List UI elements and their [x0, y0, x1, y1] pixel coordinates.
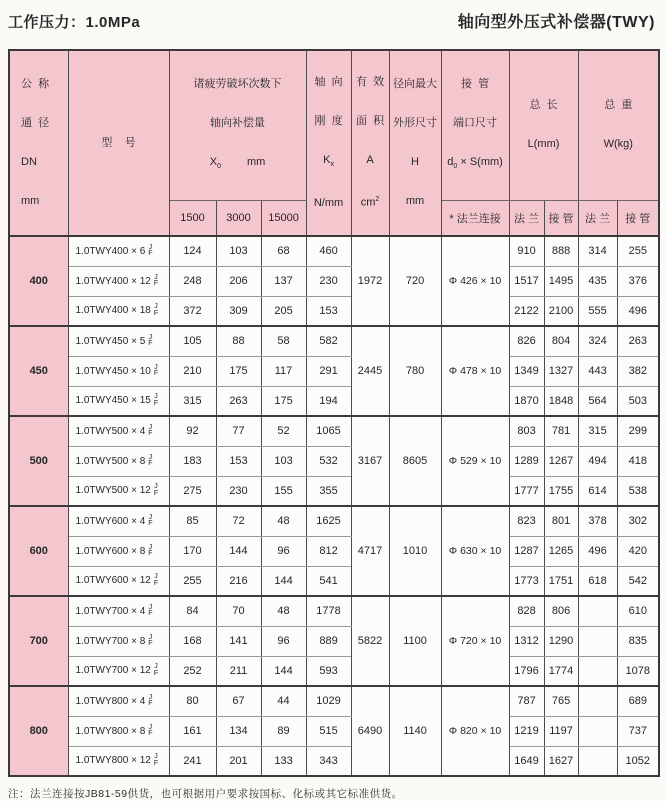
cell-x3000: 206	[216, 266, 261, 296]
cell-x15000: 133	[261, 746, 306, 776]
cell-weight-flange	[578, 656, 617, 686]
compensation-symbol: $X_0$	[209, 155, 221, 170]
cell-kx: 515	[306, 716, 351, 746]
col-header-area: 有 效 面 积 A $cm^2$	[351, 50, 389, 236]
col-header-model: 型 号	[68, 50, 169, 236]
cell-x15000: 48	[261, 596, 306, 626]
model-variant-jf: J F	[148, 603, 153, 618]
col-header-compensation: 诸疲劳破坏次数下 轴向补偿量 $X_0$ mm	[169, 50, 306, 200]
col-header-cycles-15000: 15000	[261, 200, 306, 236]
model-variant-jf: J F	[153, 483, 159, 497]
col-header-length: 总 长 L(mm)	[509, 50, 578, 200]
cell-x3000: 201	[216, 746, 261, 776]
cell-kx: 889	[306, 626, 351, 656]
table-row	[9, 506, 659, 536]
cell-weight-flange: 614	[578, 476, 617, 506]
model-label: 1.0TWY700 × 12	[75, 665, 151, 677]
cell-kx: 355	[306, 476, 351, 506]
cell-kx: 343	[306, 746, 351, 776]
cell-model	[68, 656, 169, 686]
cell-weight-pipe: 503	[617, 386, 659, 416]
cell-x1500: 252	[169, 656, 216, 686]
col-header-dn: 公 称 通 径 DN mm	[9, 50, 68, 236]
cell-length-flange: 1870	[509, 386, 544, 416]
cell-model	[68, 746, 169, 776]
cell-x1500: 168	[169, 626, 216, 656]
model-variant-jf: J F	[153, 273, 159, 288]
cell-length-flange: 1289	[509, 446, 544, 476]
table-row	[9, 566, 659, 596]
cell-kx: 460	[306, 236, 351, 266]
cell-length-pipe: 1627	[544, 746, 578, 776]
cell-x15000: 68	[261, 236, 306, 266]
model-variant-jf: J F	[148, 243, 153, 258]
cell-weight-flange: 555	[578, 296, 617, 326]
cell-length-flange: 828	[509, 596, 544, 626]
cell-x15000: 175	[261, 386, 306, 416]
cell-length-pipe: 1751	[544, 566, 578, 596]
cell-length-flange: 1219	[509, 716, 544, 746]
model-variant-jf: J F	[148, 423, 153, 438]
cell-kx: 1065	[306, 416, 351, 446]
cell-x15000: 144	[261, 656, 306, 686]
cell-length-pipe: 1774	[544, 656, 578, 686]
cell-weight-flange	[578, 716, 617, 746]
cell-weight-pipe: 302	[617, 506, 659, 536]
table-row	[9, 416, 659, 446]
model-label: 1.0TWY800 × 4	[75, 696, 146, 708]
cell-model	[68, 716, 169, 746]
cell-kx: 541	[306, 566, 351, 596]
cell-length-flange: 1777	[509, 476, 544, 506]
pressure-title: 工作压力：1.0MPa	[8, 14, 141, 31]
cell-x15000: 96	[261, 626, 306, 656]
cell-weight-flange	[578, 686, 617, 716]
cell-kx: 153	[306, 296, 351, 326]
model-label: 1.0TWY400 × 6	[75, 246, 146, 258]
cell-h: 1100	[389, 596, 441, 686]
cell-kx: 812	[306, 536, 351, 566]
cell-model	[68, 266, 169, 296]
col-header-stiffness: 轴 向 刚 度 $K_x$ N/mm	[306, 50, 351, 236]
cell-weight-pipe: 263	[617, 326, 659, 356]
cell-x1500: 210	[169, 356, 216, 386]
cell-x1500: 92	[169, 416, 216, 446]
compensation-unit: mm	[246, 155, 266, 168]
cell-x3000: 77	[216, 416, 261, 446]
cell-x15000: 89	[261, 716, 306, 746]
cell-length-pipe: 765	[544, 686, 578, 716]
cell-weight-pipe: 1052	[617, 746, 659, 776]
cell-length-pipe: 888	[544, 236, 578, 266]
cell-length-pipe: 1848	[544, 386, 578, 416]
cell-x3000: 103	[216, 236, 261, 266]
cell-length-pipe: 804	[544, 326, 578, 356]
cell-x15000: 144	[261, 566, 306, 596]
cell-length-flange: 803	[509, 416, 544, 446]
cell-weight-pipe: 376	[617, 266, 659, 296]
cell-kx: 1029	[306, 686, 351, 716]
cell-area: 4717	[351, 506, 389, 596]
cell-h: 720	[389, 236, 441, 326]
cell-length-flange: 1796	[509, 656, 544, 686]
cell-length-pipe: 806	[544, 596, 578, 626]
cell-weight-flange: 496	[578, 536, 617, 566]
col-header-cycles-3000: 3000	[216, 200, 261, 236]
model-label: 1.0TWY500 × 8	[75, 455, 146, 467]
cell-x15000: 58	[261, 326, 306, 356]
cell-length-pipe: 1755	[544, 476, 578, 506]
cell-weight-pipe: 689	[617, 686, 659, 716]
model-label: 1.0TWY450 × 5	[75, 336, 146, 348]
model-variant-jf: J F	[153, 663, 159, 677]
cell-x1500: 161	[169, 716, 216, 746]
table-row	[9, 296, 659, 326]
spec-table	[8, 49, 660, 777]
model-label: 1.0TWY800 × 8	[75, 725, 146, 737]
model-label: 1.0TWY400 × 12	[75, 275, 151, 287]
cell-length-flange: 1312	[509, 626, 544, 656]
cell-x3000: 141	[216, 626, 261, 656]
cell-x3000: 88	[216, 326, 261, 356]
cell-weight-pipe: 299	[617, 416, 659, 446]
cell-x15000: 117	[261, 356, 306, 386]
cell-x1500: 105	[169, 326, 216, 356]
cell-h: 780	[389, 326, 441, 416]
footnote: 注：法兰连接按JB81-59供货，也可根据用户要求按国标、化标或其它标准供货。	[8, 788, 403, 801]
cell-kx: 230	[306, 266, 351, 296]
cell-h: 1010	[389, 506, 441, 596]
table-row	[9, 236, 659, 266]
cell-kx: 291	[306, 356, 351, 386]
cell-area: 5822	[351, 596, 389, 686]
col-header-flange-connection: * 法兰连接	[441, 200, 509, 236]
cell-length-pipe: 1327	[544, 356, 578, 386]
cell-kx: 593	[306, 656, 351, 686]
cell-weight-pipe: 382	[617, 356, 659, 386]
cell-x3000: 216	[216, 566, 261, 596]
model-variant-jf: J F	[153, 363, 159, 378]
cell-length-flange: 823	[509, 506, 544, 536]
cell-x1500: 248	[169, 266, 216, 296]
cell-length-flange: 910	[509, 236, 544, 266]
cell-model	[68, 566, 169, 596]
cell-weight-flange	[578, 596, 617, 626]
model-label: 1.0TWY600 × 8	[75, 545, 146, 557]
model-label: 1.0TWY700 × 4	[75, 606, 146, 618]
cell-dn: 600	[9, 506, 68, 596]
cell-model	[68, 476, 169, 506]
cell-x15000: 137	[261, 266, 306, 296]
table-body	[9, 236, 659, 776]
cell-weight-flange: 564	[578, 386, 617, 416]
model-label: 1.0TWY600 × 4	[75, 516, 146, 528]
cell-length-pipe: 1197	[544, 716, 578, 746]
col-header-cycles-1500: 1500	[169, 200, 216, 236]
model-variant-jf: J F	[153, 573, 159, 587]
cell-x15000: 205	[261, 296, 306, 326]
col-header-length-flange: 法 兰	[509, 200, 544, 236]
cell-x3000: 153	[216, 446, 261, 476]
table-row	[9, 656, 659, 686]
cell-model	[68, 446, 169, 476]
cell-x15000: 44	[261, 686, 306, 716]
cell-x3000: 134	[216, 716, 261, 746]
model-label: 1.0TWY450 × 15	[75, 395, 151, 407]
cell-length-flange: 826	[509, 326, 544, 356]
cell-area: 1972	[351, 236, 389, 326]
cell-dn: 500	[9, 416, 68, 506]
table-row	[9, 626, 659, 656]
model-variant-jf: J F	[148, 543, 153, 558]
cell-x1500: 372	[169, 296, 216, 326]
cell-x15000: 96	[261, 536, 306, 566]
model-label: 1.0TWY600 × 12	[75, 575, 151, 587]
model-label: 1.0TWY400 × 18	[75, 305, 151, 317]
cell-weight-flange: 315	[578, 416, 617, 446]
cell-weight-pipe: 255	[617, 236, 659, 266]
model-label: 1.0TWY450 × 10	[75, 365, 151, 377]
product-title: 轴向型外压式补偿器(TWY)	[457, 14, 655, 31]
cell-port: Φ 529 × 10	[441, 416, 509, 506]
cell-x3000: 67	[216, 686, 261, 716]
col-header-port: 接 管 端口尺寸 $d_0 \times S(mm)$	[441, 50, 509, 200]
table-row	[9, 476, 659, 506]
cell-x1500: 124	[169, 236, 216, 266]
cell-weight-pipe: 496	[617, 296, 659, 326]
cell-dn: 400	[9, 236, 68, 326]
cell-x15000: 48	[261, 506, 306, 536]
cell-weight-pipe: 538	[617, 476, 659, 506]
cell-dn: 450	[9, 326, 68, 416]
cell-length-pipe: 801	[544, 506, 578, 536]
cell-area: 2445	[351, 326, 389, 416]
cell-model	[68, 236, 169, 266]
cell-weight-flange	[578, 746, 617, 776]
model-variant-jf: J F	[153, 753, 159, 767]
cell-weight-pipe: 835	[617, 626, 659, 656]
cell-weight-pipe: 542	[617, 566, 659, 596]
cell-length-pipe: 1267	[544, 446, 578, 476]
cell-x1500: 80	[169, 686, 216, 716]
cell-x3000: 144	[216, 536, 261, 566]
cell-model	[68, 596, 169, 626]
model-label: 1.0TWY500 × 12	[75, 485, 151, 497]
cell-model	[68, 416, 169, 446]
cell-kx: 582	[306, 326, 351, 356]
cell-length-pipe: 2100	[544, 296, 578, 326]
cell-port: Φ 720 × 10	[441, 596, 509, 686]
cell-x3000: 72	[216, 506, 261, 536]
model-variant-jf: J F	[148, 453, 153, 468]
cell-model	[68, 386, 169, 416]
cell-dn: 800	[9, 686, 68, 776]
cell-weight-flange: 494	[578, 446, 617, 476]
cell-length-flange: 1773	[509, 566, 544, 596]
cell-port: Φ 820 × 10	[441, 686, 509, 776]
cell-weight-flange: 378	[578, 506, 617, 536]
cell-x1500: 170	[169, 536, 216, 566]
cell-x3000: 70	[216, 596, 261, 626]
table-row	[9, 746, 659, 776]
cell-kx: 1625	[306, 506, 351, 536]
cell-model	[68, 296, 169, 326]
cell-length-flange: 1649	[509, 746, 544, 776]
cell-length-pipe: 1265	[544, 536, 578, 566]
table-row	[9, 266, 659, 296]
cell-model	[68, 506, 169, 536]
cell-length-flange: 787	[509, 686, 544, 716]
cell-area: 3167	[351, 416, 389, 506]
cell-weight-pipe: 418	[617, 446, 659, 476]
cell-weight-pipe: 610	[617, 596, 659, 626]
model-variant-jf: J F	[148, 693, 153, 708]
cell-weight-flange: 324	[578, 326, 617, 356]
table-row	[9, 356, 659, 386]
cell-weight-flange: 314	[578, 236, 617, 266]
col-header-weight-flange: 法 兰	[578, 200, 617, 236]
title-bar	[0, 0, 665, 32]
cell-kx: 1778	[306, 596, 351, 626]
cell-weight-pipe: 420	[617, 536, 659, 566]
table-row	[9, 686, 659, 716]
cell-length-pipe: 1290	[544, 626, 578, 656]
table-header	[9, 50, 659, 236]
cell-port: Φ 478 × 10	[441, 326, 509, 416]
cell-length-pipe: 1495	[544, 266, 578, 296]
model-label: 1.0TWY500 × 4	[75, 426, 146, 438]
table-row	[9, 536, 659, 566]
cell-x3000: 230	[216, 476, 261, 506]
col-header-length-pipe: 接 管	[544, 200, 578, 236]
col-header-weight-pipe: 接 管	[617, 200, 659, 236]
cell-weight-flange: 435	[578, 266, 617, 296]
cell-length-flange: 1517	[509, 266, 544, 296]
cell-weight-pipe: 737	[617, 716, 659, 746]
cell-length-flange: 2122	[509, 296, 544, 326]
model-variant-jf: J F	[148, 723, 153, 738]
cell-kx: 532	[306, 446, 351, 476]
table-row	[9, 386, 659, 416]
cell-x1500: 183	[169, 446, 216, 476]
cell-x3000: 309	[216, 296, 261, 326]
table-row	[9, 446, 659, 476]
cell-area: 6490	[351, 686, 389, 776]
model-variant-jf: J F	[148, 333, 153, 348]
cell-x1500: 315	[169, 386, 216, 416]
cell-weight-flange: 618	[578, 566, 617, 596]
cell-h: 8605	[389, 416, 441, 506]
cell-length-flange: 1287	[509, 536, 544, 566]
cell-port: Φ 426 × 10	[441, 236, 509, 326]
cell-model	[68, 686, 169, 716]
cell-x1500: 255	[169, 566, 216, 596]
cell-x1500: 84	[169, 596, 216, 626]
cell-x15000: 52	[261, 416, 306, 446]
cell-x1500: 275	[169, 476, 216, 506]
model-variant-jf: J F	[148, 513, 153, 528]
model-label: 1.0TWY700 × 8	[75, 635, 146, 647]
cell-model	[68, 536, 169, 566]
cell-port: Φ 630 × 10	[441, 506, 509, 596]
cell-model	[68, 356, 169, 386]
model-variant-jf: J F	[153, 303, 159, 317]
cell-h: 1140	[389, 686, 441, 776]
cell-weight-flange	[578, 626, 617, 656]
model-variant-jf: J F	[148, 633, 153, 648]
cell-model	[68, 626, 169, 656]
header-main-row	[9, 50, 659, 200]
cell-kx: 194	[306, 386, 351, 416]
col-header-weight: 总 重 W(kg)	[578, 50, 659, 200]
cell-dn: 700	[9, 596, 68, 686]
cell-x15000: 155	[261, 476, 306, 506]
cell-model	[68, 326, 169, 356]
cell-weight-pipe: 1078	[617, 656, 659, 686]
model-label: 1.0TWY800 × 12	[75, 755, 151, 767]
table-row	[9, 716, 659, 746]
cell-length-pipe: 781	[544, 416, 578, 446]
cell-x15000: 103	[261, 446, 306, 476]
cell-x3000: 211	[216, 656, 261, 686]
col-header-radial: 径向最大 外形尺寸 H mm	[389, 50, 441, 236]
table-row	[9, 596, 659, 626]
table-row	[9, 326, 659, 356]
cell-x1500: 241	[169, 746, 216, 776]
cell-weight-flange: 443	[578, 356, 617, 386]
cell-x3000: 263	[216, 386, 261, 416]
cell-length-flange: 1349	[509, 356, 544, 386]
model-variant-jf: J F	[153, 393, 159, 407]
cell-x3000: 175	[216, 356, 261, 386]
cell-x1500: 85	[169, 506, 216, 536]
